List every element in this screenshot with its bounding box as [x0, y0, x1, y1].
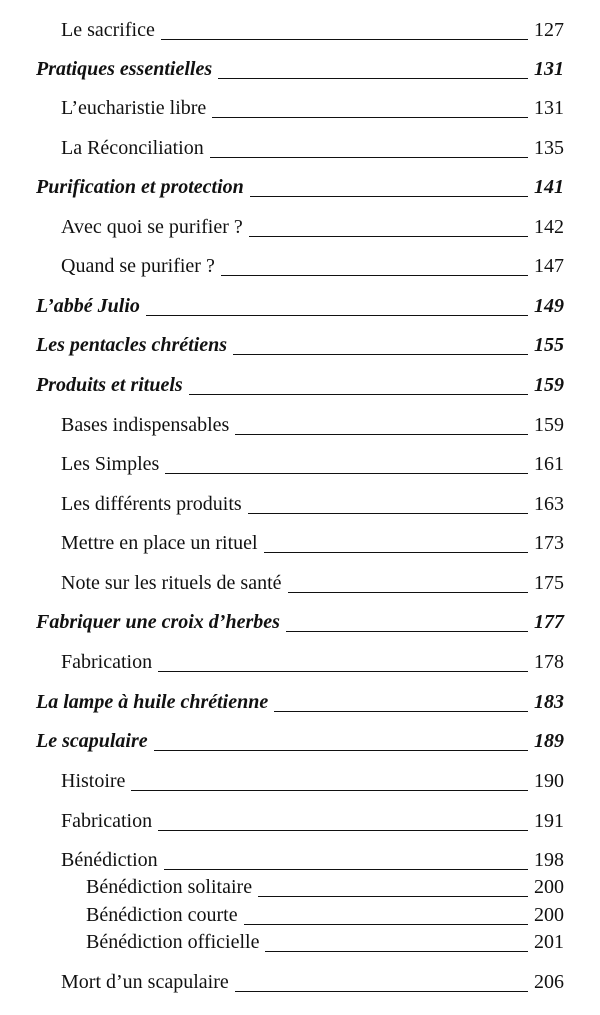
toc-entry-title: L’abbé Julio — [36, 296, 146, 316]
toc-entry-title: Bénédiction courte — [86, 905, 244, 925]
toc-entry-title: Le scapulaire — [36, 731, 154, 751]
toc-entry-title: L’eucharistie libre — [61, 98, 212, 118]
toc-entry-title: Avec quoi se purifier ? — [61, 217, 249, 237]
toc-entry-page-number: 159 — [534, 414, 564, 436]
toc-entry — [0, 173, 600, 203]
toc-entry — [0, 371, 600, 401]
toc-entry-page-number: 155 — [534, 334, 564, 356]
toc-entry — [0, 450, 600, 480]
toc-entry — [0, 94, 600, 124]
toc-entry — [0, 213, 600, 243]
toc-entry-page-number: 206 — [534, 971, 564, 993]
toc-entry-title: Purification et protection — [36, 177, 250, 197]
toc-entry — [0, 569, 600, 599]
toc-entry-title: Quand se purifier ? — [61, 256, 221, 276]
toc-entry — [0, 648, 600, 678]
toc-entry-page-number: 175 — [534, 572, 564, 594]
toc-entry — [0, 411, 600, 441]
toc-entry-title: Fabrication — [61, 811, 158, 831]
toc-entry-page-number: 190 — [534, 770, 564, 792]
toc-entry-title: Mort d’un scapulaire — [61, 972, 235, 992]
toc-entry-page-number: 147 — [534, 255, 564, 277]
toc-entry-page-number: 201 — [534, 931, 564, 953]
toc-entry-page-number: 135 — [534, 137, 564, 159]
toc-entry-page-number: 131 — [534, 97, 564, 119]
toc-entry — [0, 529, 600, 559]
toc-entry-page-number: 149 — [534, 295, 564, 317]
toc-entry — [0, 901, 600, 931]
toc-entry-page-number: 163 — [534, 493, 564, 515]
toc-entry-page-number: 191 — [534, 810, 564, 832]
toc-entry — [0, 55, 600, 85]
toc-entry — [0, 767, 600, 797]
toc-entry — [0, 727, 600, 757]
toc-entry-title: Les pentacles chrétiens — [36, 335, 233, 355]
toc-entry-title: Bénédiction — [61, 850, 164, 870]
toc-entry-title: Pratiques essentielles — [36, 59, 218, 79]
toc-entry-title: Bénédiction officielle — [86, 932, 265, 952]
toc-entry-page-number: 198 — [534, 849, 564, 871]
toc-entry-title: Histoire — [61, 771, 131, 791]
toc-entry — [0, 331, 600, 361]
toc-entry-title: Note sur les rituels de santé — [61, 573, 288, 593]
toc-entry — [0, 873, 600, 903]
toc-entry — [0, 292, 600, 322]
toc-entry — [0, 846, 600, 876]
toc-entry-title: Produits et rituels — [36, 375, 189, 395]
toc-entry-title: La lampe à huile chrétienne — [36, 692, 274, 712]
toc-entry-page-number: 200 — [534, 876, 564, 898]
toc-entry — [0, 252, 600, 282]
toc-entry-page-number: 142 — [534, 216, 564, 238]
toc-entry — [0, 608, 600, 638]
toc-entry-title: Les différents produits — [61, 494, 248, 514]
toc-entry — [0, 134, 600, 164]
toc-entry-page-number: 173 — [534, 532, 564, 554]
toc-entry-title: Fabrication — [61, 652, 158, 672]
toc-entry — [0, 490, 600, 520]
toc-entry — [0, 807, 600, 837]
toc-entry-page-number: 131 — [534, 58, 564, 80]
toc-entry-page-number: 189 — [534, 730, 564, 752]
toc-entry — [0, 928, 600, 958]
toc-entry-title: La Réconciliation — [61, 138, 210, 158]
toc-entry-title: Les Simples — [61, 454, 165, 474]
toc-entry-page-number: 159 — [534, 374, 564, 396]
toc-entry-page-number: 141 — [534, 176, 564, 198]
toc-entry-page-number: 200 — [534, 904, 564, 926]
toc-entry — [0, 688, 600, 718]
toc-entry-title: Bases indispensables — [61, 415, 235, 435]
toc-entry — [0, 968, 600, 998]
toc-entry-page-number: 178 — [534, 651, 564, 673]
toc-entry-title: Bénédiction solitaire — [86, 877, 258, 897]
toc-entry — [0, 16, 600, 46]
toc-entry-title: Mettre en place un rituel — [61, 533, 264, 553]
toc-entry-page-number: 127 — [534, 19, 564, 41]
toc-entry-page-number: 177 — [534, 611, 564, 633]
toc-entry-title: Fabriquer une croix d’herbes — [36, 612, 286, 632]
toc-entry-page-number: 183 — [534, 691, 564, 713]
toc-entry-page-number: 161 — [534, 453, 564, 475]
toc-entry-title: Le sacrifice — [61, 20, 161, 40]
